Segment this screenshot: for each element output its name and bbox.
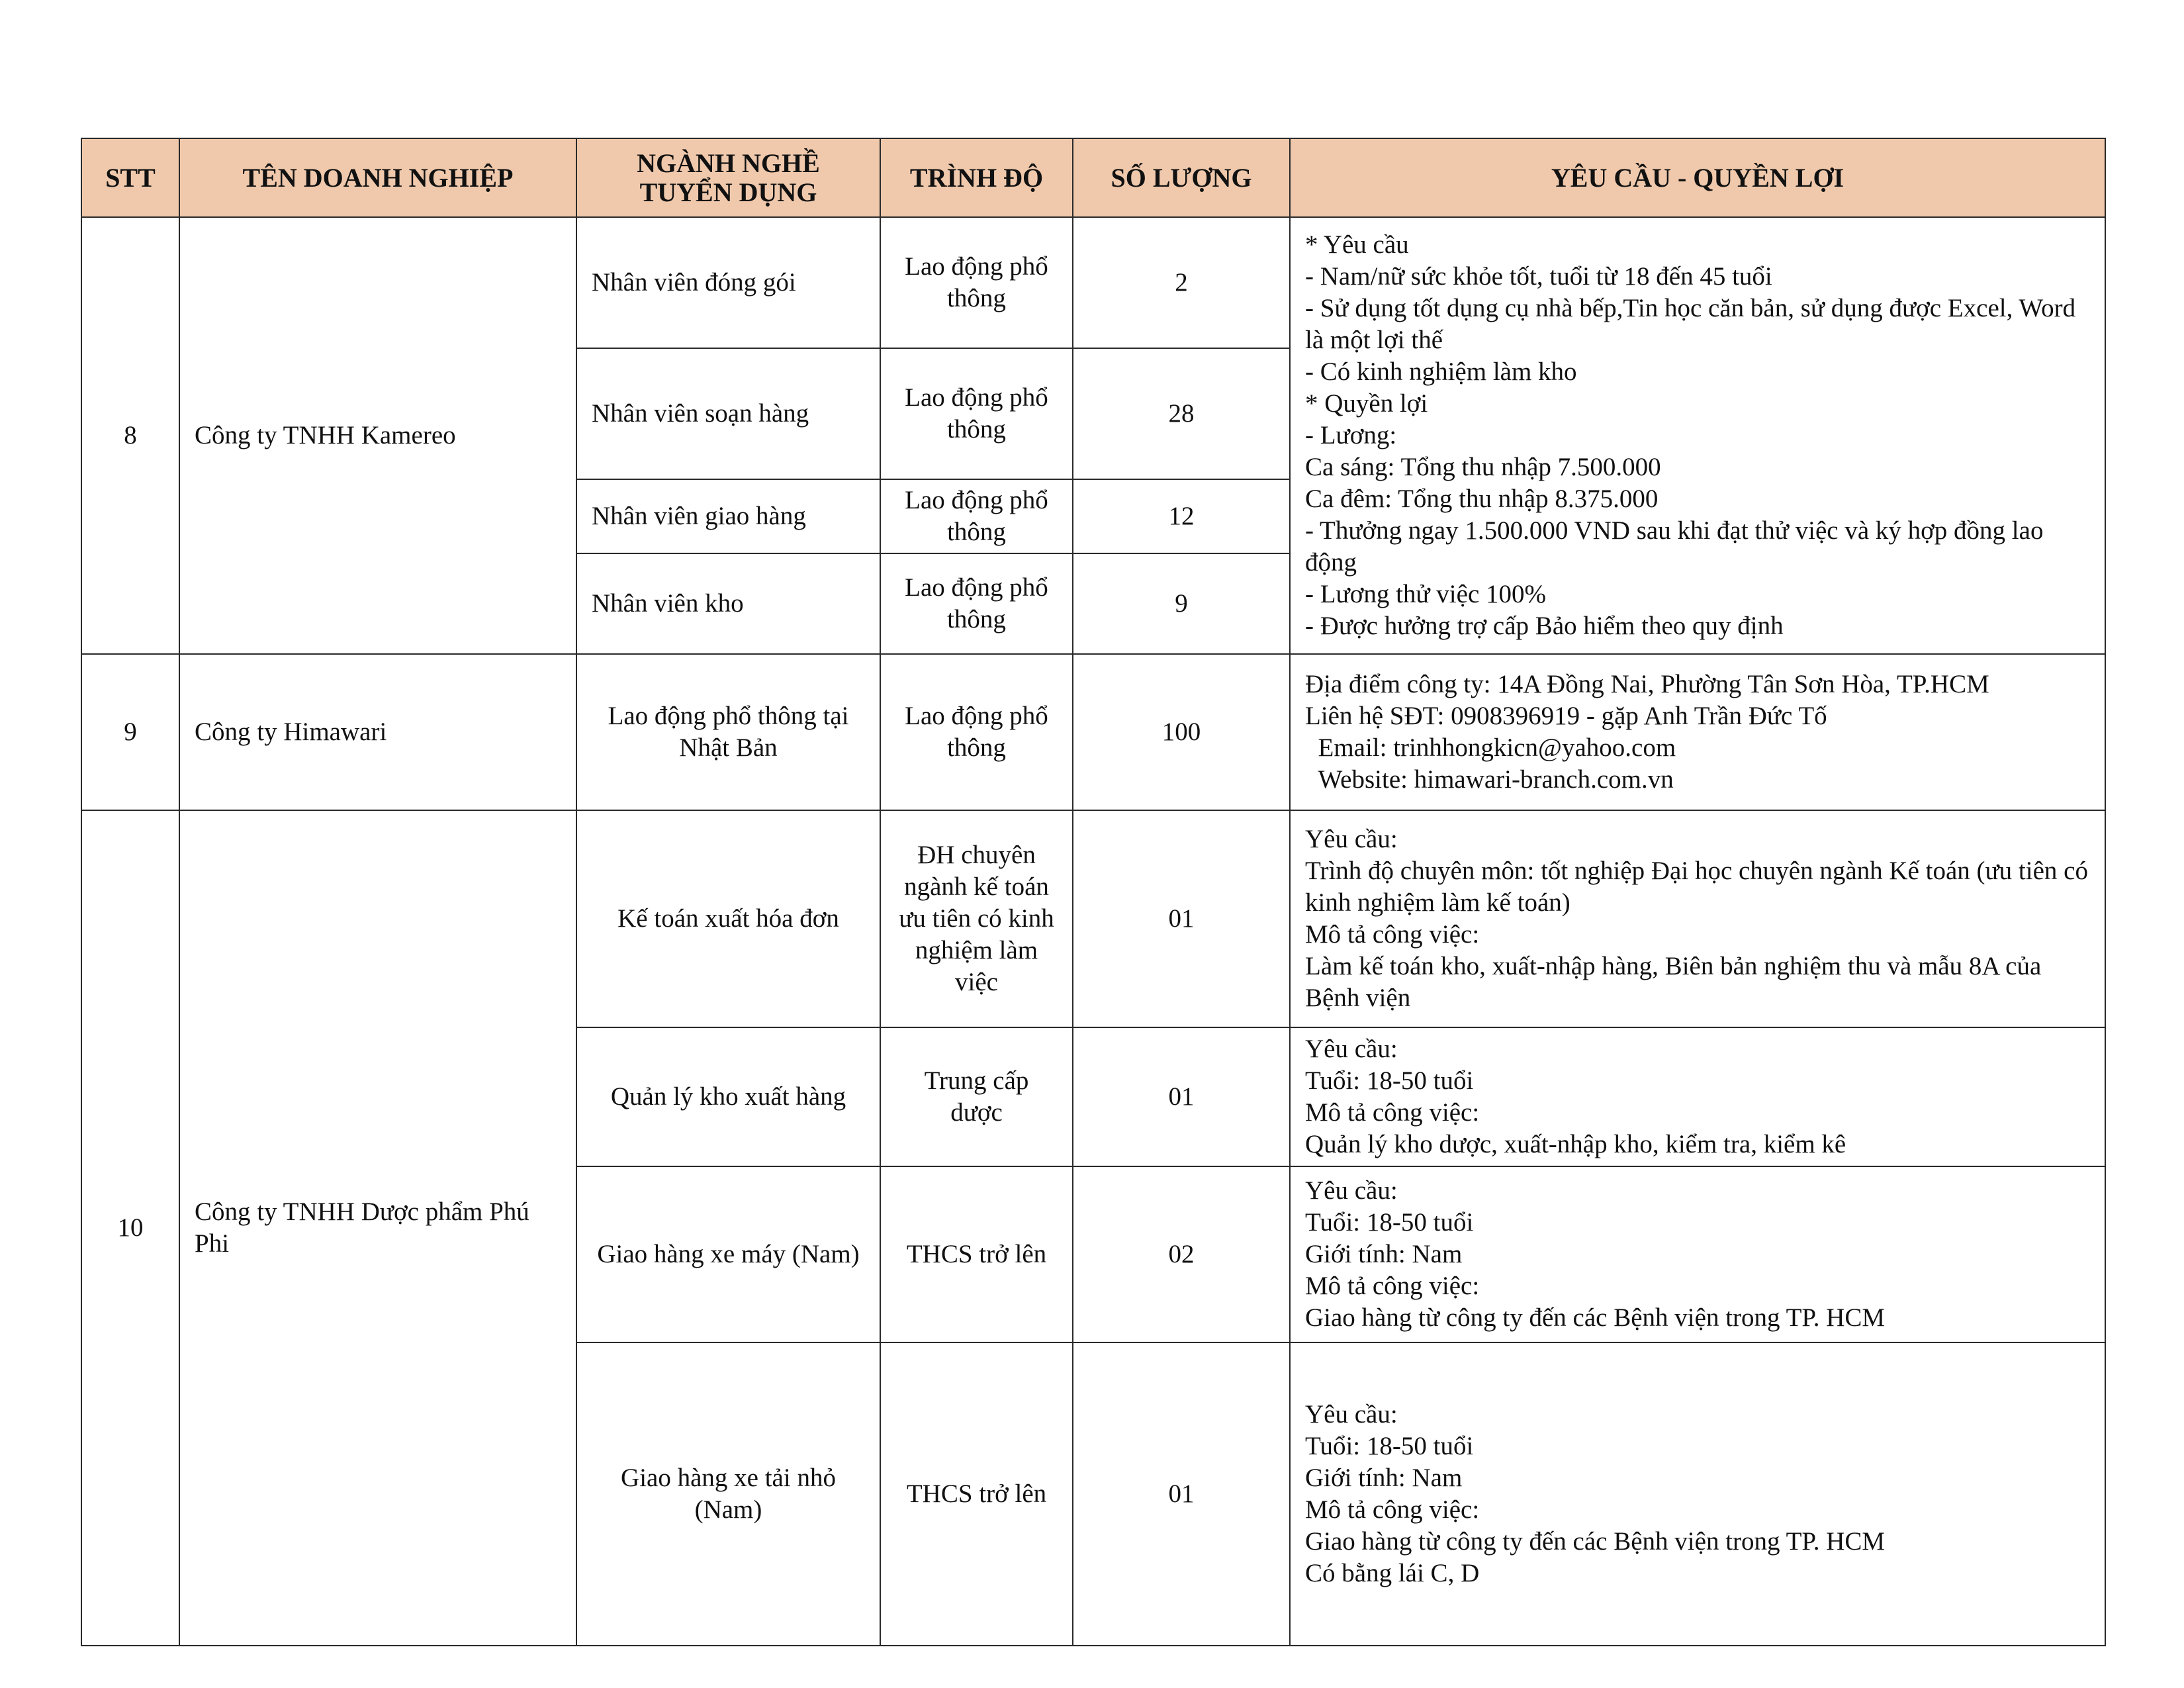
requirement-line: Mô tả công việc: [1305,1495,1480,1524]
header-company: TÊN DOANH NGHIỆP [179,138,576,217]
job-title-cell: Nhân viên đóng gói [576,217,880,348]
recruitment-table [81,138,2106,1646]
level-cell: Lao động phổ thông [880,654,1073,810]
requirement-line: Giới tính: Nam [1305,1240,1463,1268]
header-stt: STT [81,138,179,217]
quantity-cell: 12 [1073,479,1290,553]
stt-cell: 8 [81,217,179,654]
company-name-cell: Công ty TNHH Dược phẩm Phú Phi [179,810,576,1646]
requirement-line: - Được hưởng trợ cấp Bảo hiểm theo quy định [1305,612,1784,640]
job-title-cell: Quản lý kho xuất hàng [576,1027,880,1166]
header-quantity: SỐ LƯỢNG [1073,138,1290,217]
header-level: TRÌNH ĐỘ [880,138,1073,217]
requirement-line: Mô tả công việc: [1305,1098,1480,1127]
requirement-line: Giao hàng từ công ty đến các Bệnh viện trong TP. HCM [1305,1527,1886,1556]
level-cell: THCS trở lên [880,1166,1073,1342]
requirements-cell [1290,1166,2105,1342]
level-cell: ĐH chuyên ngành kế toán ưu tiên có kinh nghiệm làm việc [880,810,1073,1027]
requirements-cell [1290,217,2105,654]
quantity-cell: 28 [1073,348,1290,479]
level-cell: Lao động phổ thông [880,217,1073,348]
quantity-cell: 01 [1073,1342,1290,1646]
quantity-cell: 100 [1073,654,1290,810]
header-requirements: YÊU CẦU - QUYỀN LỢI [1290,138,2105,217]
requirement-line: Tuổi: 18-50 tuổi [1305,1066,1474,1095]
requirement-line: Ca sáng: Tổng thu nhập 7.500.000 [1305,453,1661,481]
requirement-line: Yêu cầu: [1305,1176,1398,1205]
job-title-cell: Lao động phổ thông tại Nhật Bản [576,654,880,810]
level-cell: THCS trở lên [880,1342,1073,1646]
requirement-line: Website: himawari-branch.com.vn [1305,765,1674,794]
quantity-cell: 02 [1073,1166,1290,1342]
requirement-line: * Quyền lợi [1305,389,1428,418]
level-cell: Lao động phổ thông [880,348,1073,479]
stt-cell: 10 [81,810,179,1646]
requirement-line: Yêu cầu: [1305,825,1398,853]
requirement-line: Yêu cầu: [1305,1035,1398,1063]
job-title-cell: Giao hàng xe máy (Nam) [576,1166,880,1342]
requirements-cell [1290,1342,2105,1646]
level-cell: Lao động phổ thông [880,479,1073,553]
job-title-cell: Nhân viên kho [576,553,880,654]
quantity-cell: 2 [1073,217,1290,348]
level-cell: Lao động phổ thông [880,553,1073,654]
requirement-line: Giới tính: Nam [1305,1464,1463,1492]
requirements-cell [1290,654,2105,810]
quantity-cell: 01 [1073,810,1290,1027]
requirement-line: Mô tả công việc: [1305,1272,1480,1300]
requirement-line: Tuổi: 18-50 tuổi [1305,1432,1474,1460]
requirement-line: Liên hệ SĐT: 0908396919 - gặp Anh Trần Đức Tố [1305,702,1827,730]
requirement-line: - Sử dụng tốt dụng cụ nhà bếp,Tin học căn bản, sử dụng được Excel, Word là một lợi thế [1305,294,2076,354]
requirement-line: - Thưởng ngay 1.500.000 VND sau khi đạt thử việc và ký hợp đồng lao động [1305,516,2044,577]
requirement-line: * Yêu cầu [1305,230,1409,259]
stt-cell: 9 [81,654,179,810]
company-name-cell: Công ty TNHH Kamereo [179,217,576,654]
job-title-cell: Nhân viên soạn hàng [576,348,880,479]
requirements-cell [1290,1027,2105,1166]
requirement-line: - Có kinh nghiệm làm kho [1305,357,1577,386]
requirement-line: Có bằng lái C, D [1305,1559,1480,1587]
requirement-line: Giao hàng từ công ty đến các Bệnh viện trong TP. HCM [1305,1303,1886,1332]
requirements-cell [1290,810,2105,1027]
company-name-cell: Công ty Himawari [179,654,576,810]
quantity-cell: 01 [1073,1027,1290,1166]
level-cell: Trung cấp dược [880,1027,1073,1166]
requirement-line: - Lương thử việc 100% [1305,580,1546,608]
requirement-line: Email: trinhhongkicn@yahoo.com [1305,733,1676,762]
table-row [81,217,2105,348]
job-title-cell: Kế toán xuất hóa đơn [576,810,880,1027]
requirement-line: Địa điểm công ty: 14A Đồng Nai, Phường Tân Sơn Hòa, TP.HCM [1305,670,1989,698]
requirement-line: Làm kế toán kho, xuất-nhập hàng, Biên bản nghiệm thu và mẫu 8A của Bệnh viện [1305,952,2042,1012]
job-title-cell: Giao hàng xe tải nhỏ (Nam) [576,1342,880,1646]
requirement-line: Quản lý kho dược, xuất-nhập kho, kiểm tra, kiểm kê [1305,1130,1846,1158]
header-job: NGÀNH NGHỀ TUYỂN DỤNG [576,138,880,217]
requirement-line: - Lương: [1305,421,1397,449]
requirement-line: Ca đêm: Tổng thu nhập 8.375.000 [1305,485,1659,513]
requirement-line: Trình độ chuyên môn: tốt nghiệp Đại học chuyên ngành Kế toán (ưu tiên có kinh nghiệm làm kế toán) [1305,857,2088,917]
table-row [81,654,2105,810]
requirement-line: - Nam/nữ sức khỏe tốt, tuổi từ 18 đến 45 tuổi [1305,262,1772,291]
table-row [81,810,2105,1027]
requirement-line: Tuổi: 18-50 tuổi [1305,1208,1474,1237]
requirement-line: Mô tả công việc: [1305,920,1480,949]
job-title-cell: Nhân viên giao hàng [576,479,880,553]
requirement-line: Yêu cầu: [1305,1400,1398,1429]
quantity-cell: 9 [1073,553,1290,654]
header-row [81,138,2105,217]
